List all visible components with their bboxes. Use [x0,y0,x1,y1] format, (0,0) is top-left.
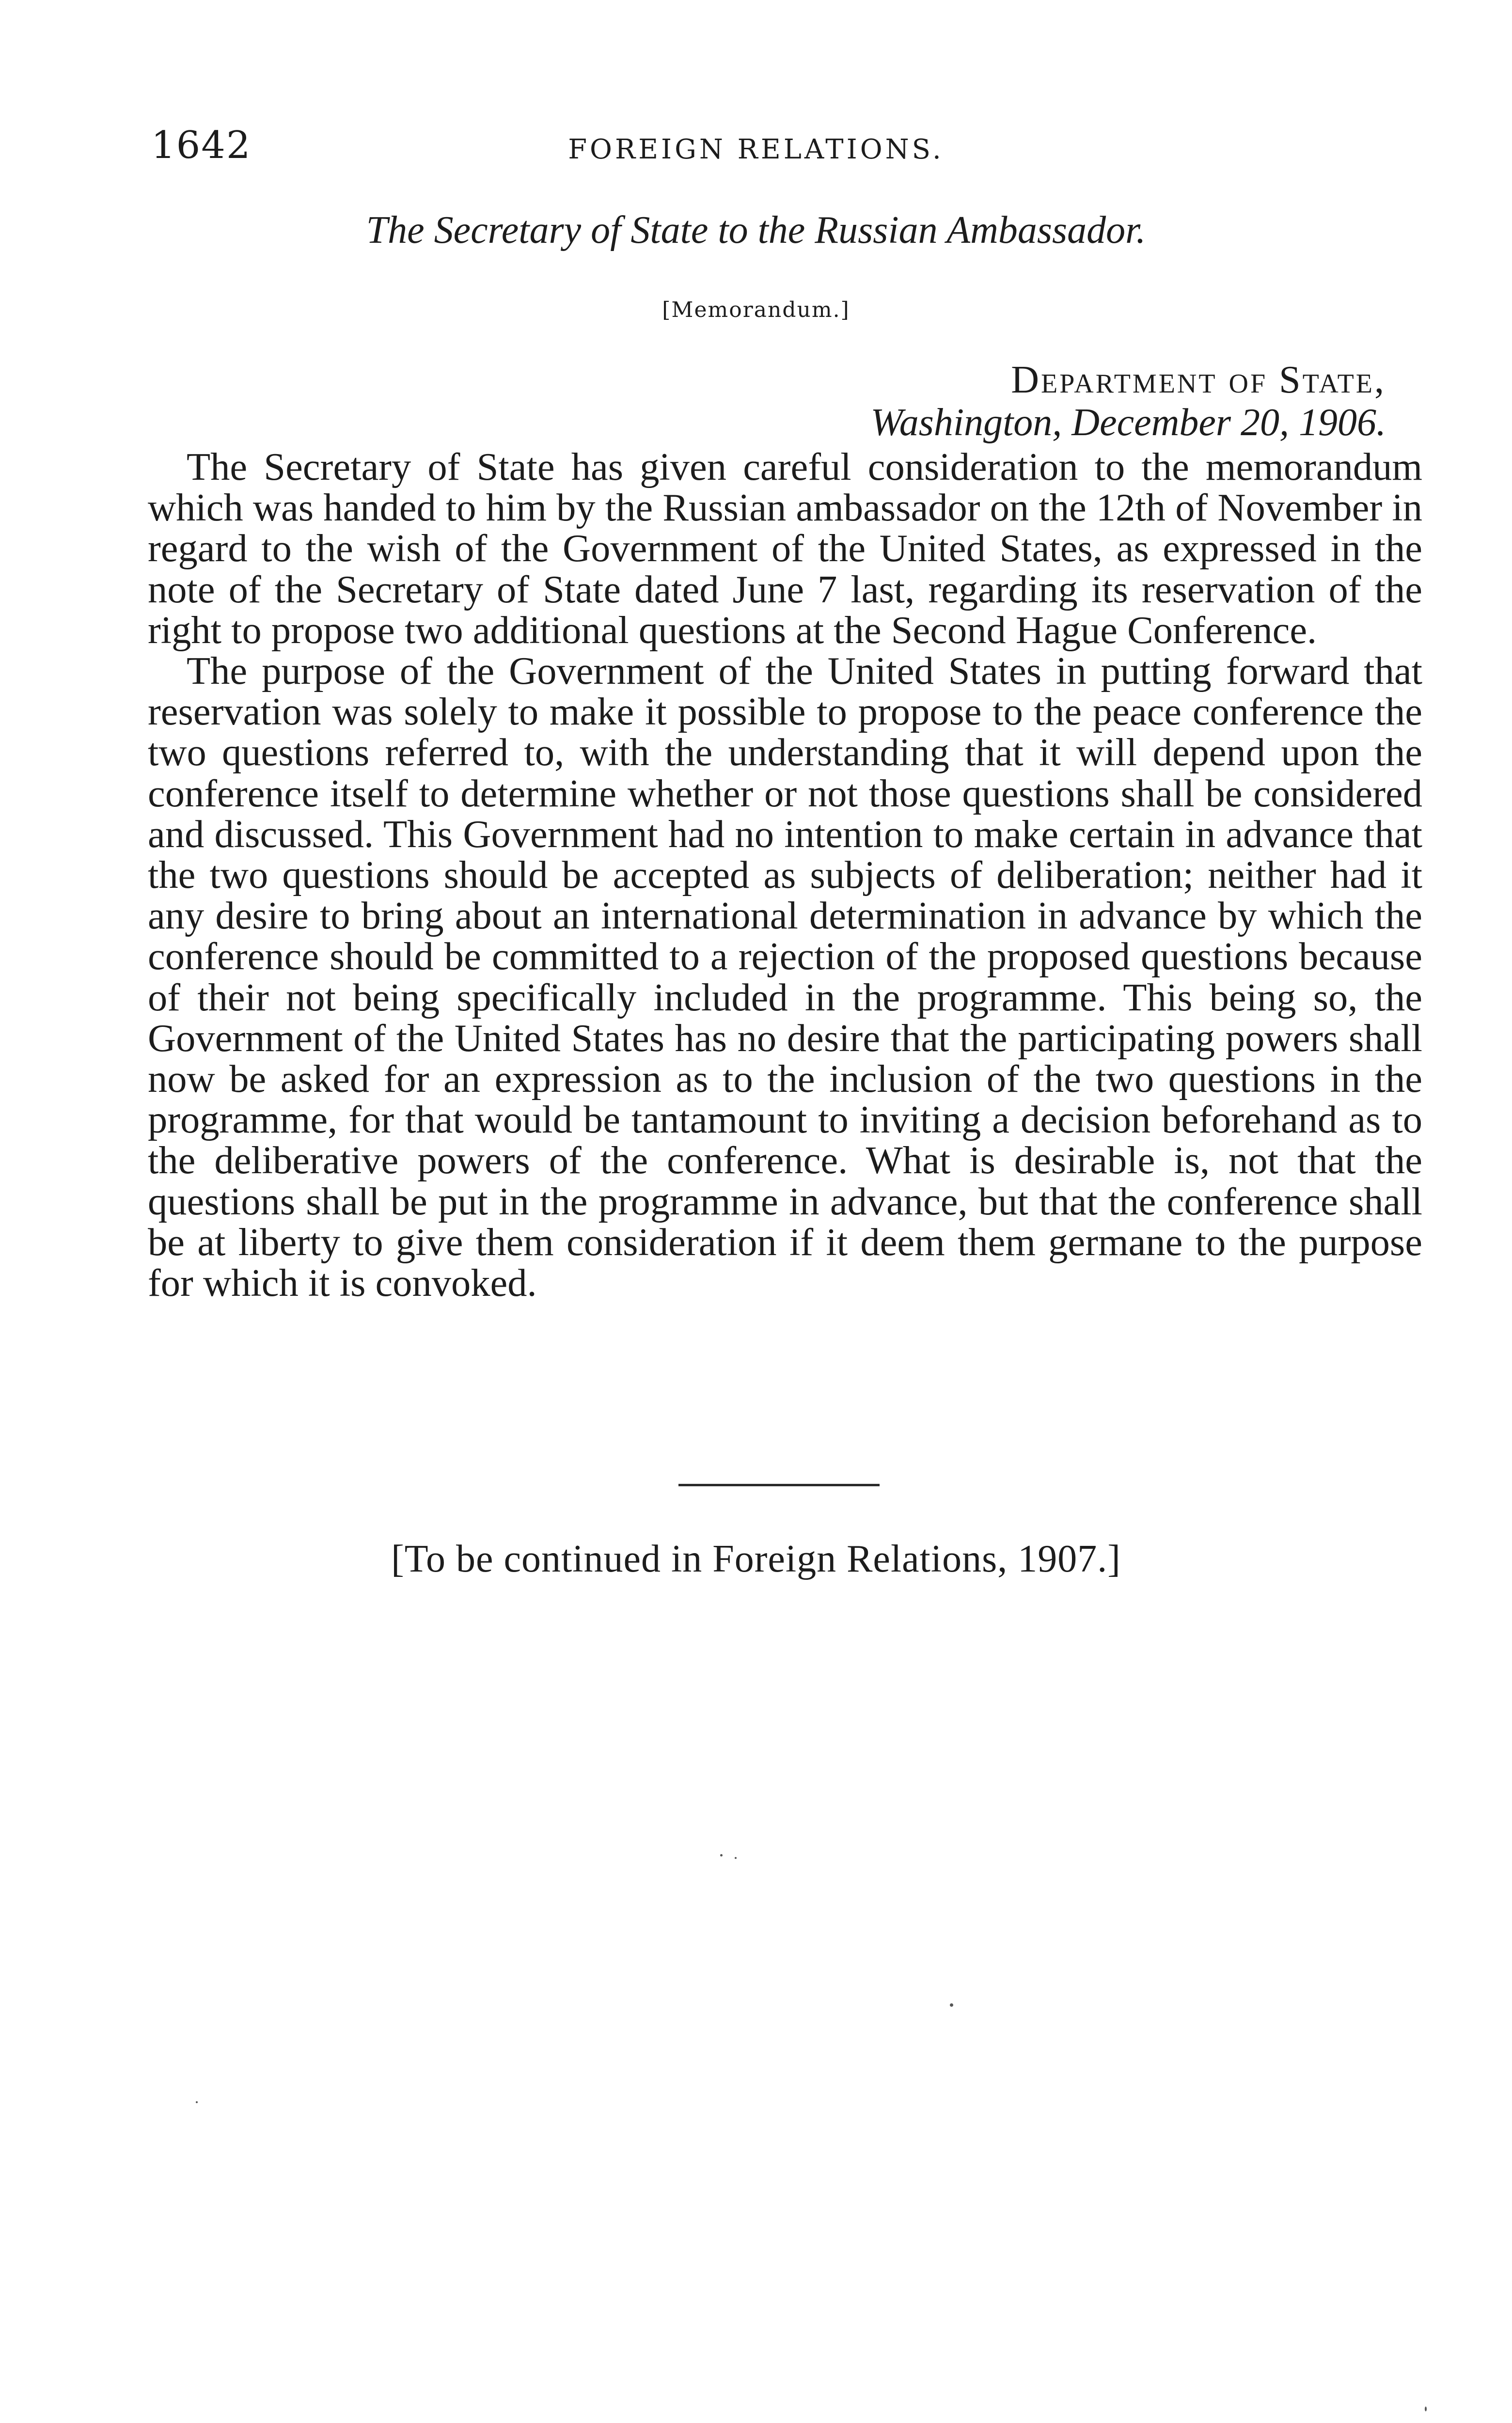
continuation-note: [To be continued in Foreign Relations, 1907.] [391,1538,1121,1580]
memorandum-body [148,447,1422,1304]
scan-speck [1425,2407,1427,2411]
body-paragraph-2: The purpose of the Government of the United States in putting forward that reservation was solely to make it possible to propose to the peace conference the two questions referred to, with the understanding that it will depend upon the conference itself to determine whether or not those questions shall be considered and discussed. This Government had no intention to make certain in advance that the two questions should be accepted as subjects of deliberation; neither had it any desire to bring about an international determination in advance by which the conference should be committed to a rejection of the proposed questions because of their not being specifically included in the programme. This being so, the Government of the United States has no desire that the participating powers shall now be asked for an expression as to the inclusion of the two questions in the programme, for that would be tantamount to inviting a decision beforehand as to the deliberative powers of the conference. What is desirable is, not that the questions shall be put in the programme in advance, but that the conference shall be at liberty to give them consideration if it deem them germane to the purpose for which it is convoked. [148,649,1422,1305]
dateline-place-date: Washington, December 20, 1906. [870,401,1386,444]
dateline-department: Department of State, [1011,359,1386,401]
running-head: FOREIGN RELATIONS. [568,134,944,165]
dateline [870,359,1386,444]
scan-speck [950,2003,953,2007]
document-type: [Memorandum.] [662,298,850,322]
document-title: The Secretary of State to the Russian Ambassador. [366,209,1146,252]
section-divider [678,1484,880,1486]
scan-speck [735,1857,737,1859]
page-number: 1642 [151,124,252,167]
body-paragraph-1: The Secretary of State has given careful consideration to the memorandum which was handed to him by the Russian ambassador on the 12th of November in regard to the wish of the Government of the United States, as expressed in the note of the Secretary of State dated June 7 last, regarding its reservation of the right to propose two additional questions at the Second Hague Conference. [148,445,1422,652]
scan-speck [720,1854,723,1857]
scan-speck [196,2101,198,2103]
